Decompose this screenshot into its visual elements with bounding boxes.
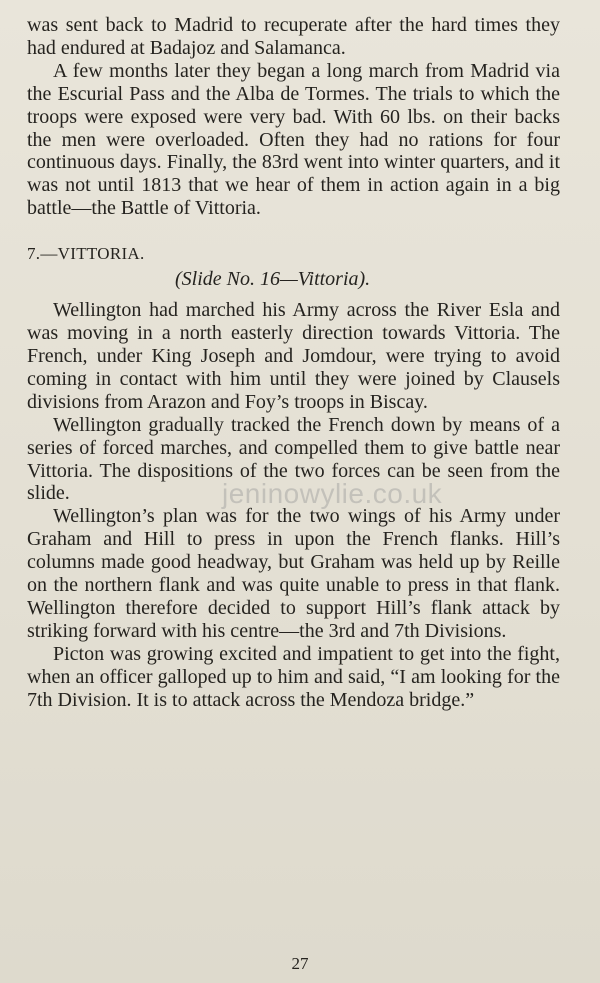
section-heading: 7.—VITTORIA.	[27, 244, 145, 264]
paragraph-5: Wellington’s plan was for the two wings of his Army under Graham and Hill to press in upon the French flanks. Hill’s columns made good headway, but Graham was held up by Reille on the northern flank and was quite unable to press in that flank. Wellington therefore decided to support Hill’s flank attack by striking forward with his centre—the 3rd and 7th Divisions.	[27, 505, 560, 642]
paragraph-2: A few months later they began a long march from Madrid via the Escurial Pass and the Alba de Tormes. The trials to which the troops were exposed were very bad. With 60 lbs. on their backs the men were overloaded. Often they had no rations for four continuous days. Finally, the 83rd went into winter quarters, and it was not until 1813 that we hear of them in action again in a big battle—the Battle of Vittoria.	[27, 59, 560, 220]
page-number: 27	[291, 954, 309, 973]
paragraph-1: was sent back to Madrid to recuperate after the hard times they had endured at Badajoz and Salamanca.	[27, 14, 560, 59]
slide-caption: (Slide No. 16—Vittoria).	[175, 268, 371, 291]
watermark: jeninowylie.co.uk	[222, 478, 443, 509]
paragraph-3: Wellington had marched his Army across the River Esla and was moving in a north easterly direction towards Vittoria. The French, under King Joseph and Jomdour, were trying to avoid coming in contact with him until they were joined by Clausels divisions from Arazon and Foy’s troops in Biscay.	[27, 299, 560, 413]
paragraph-4: Wellington gradually tracked the French down by means of a series of forced marches, and compelled them to give battle near Vittoria. The dispositions of the two forces can be seen from the slide.	[27, 413, 560, 505]
paragraph-6: Picton was growing excited and impatient to get into the fight, when an officer galloped up to him and said, “I am looking for the 7th Division. It is to attack across the Mendoza bridge.”	[27, 642, 560, 711]
